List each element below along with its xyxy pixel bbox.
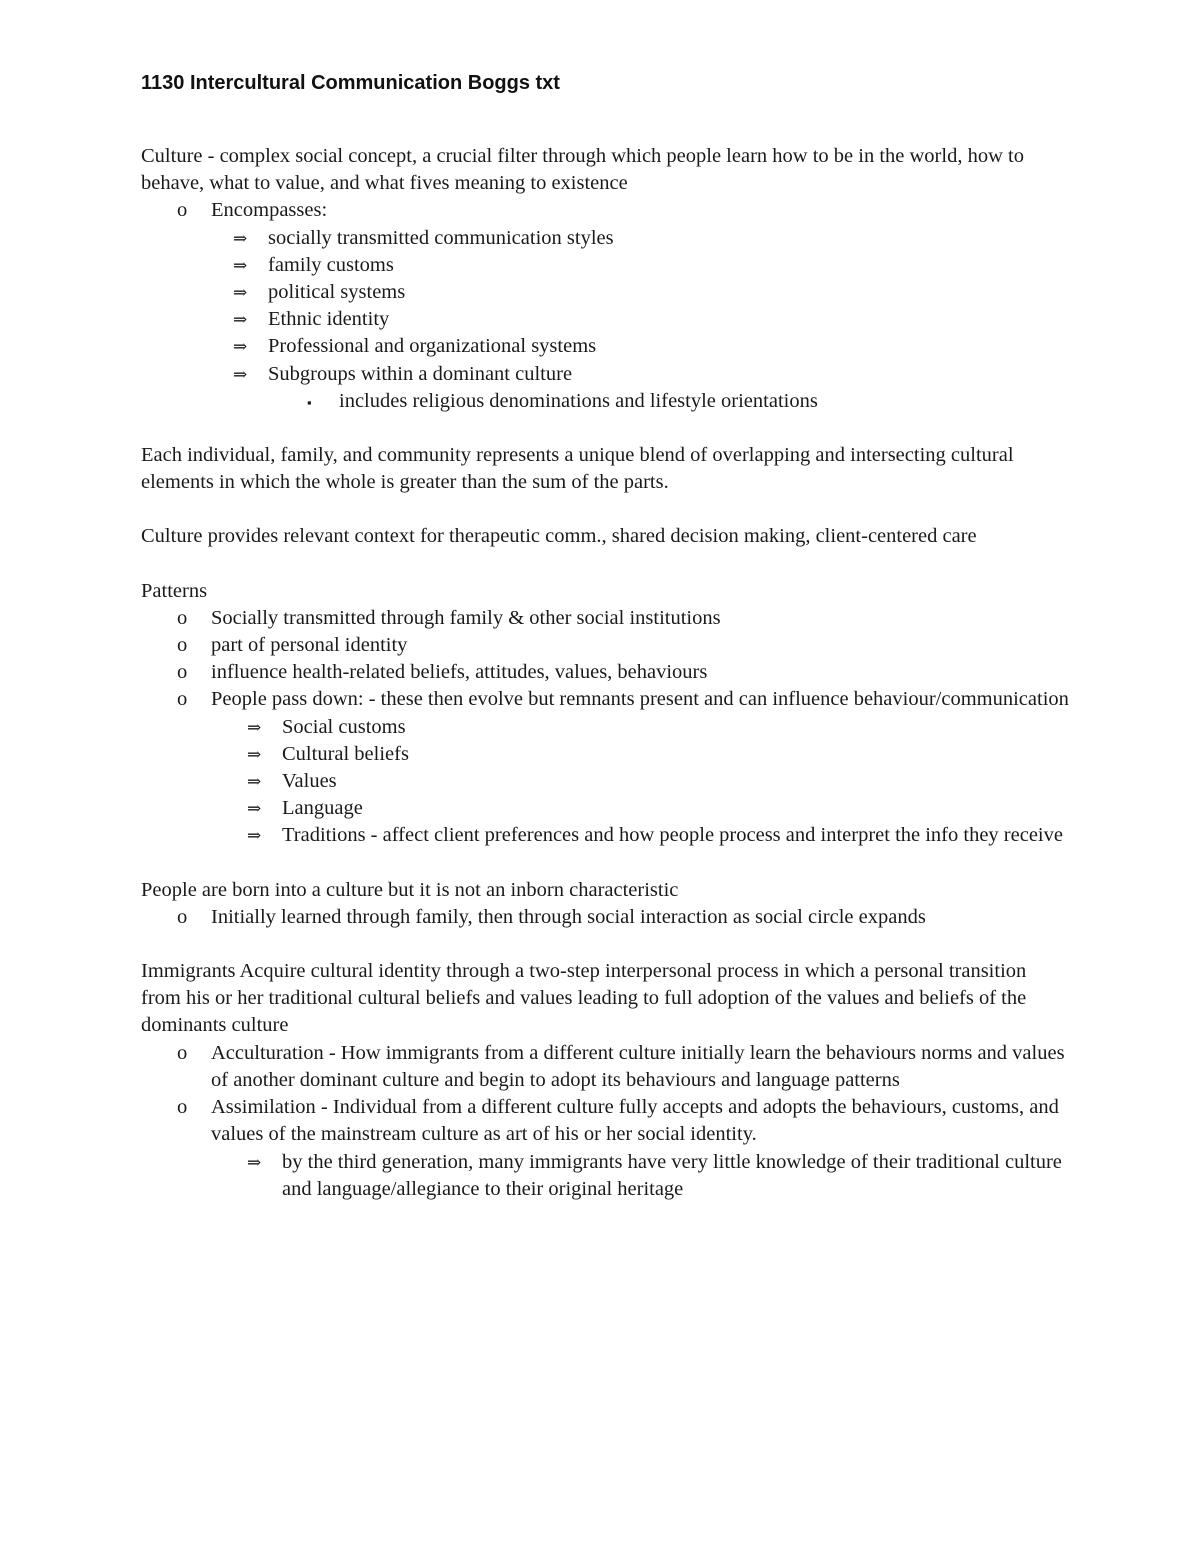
circle-bullet-icon: o [177,661,188,684]
arrow-bullet-icon: ⇒ [247,744,262,764]
list-item: o Encompasses: [141,197,1071,224]
arrow-bullet-icon: ⇒ [247,717,262,737]
culture-definition: Culture - complex social concept, a crucial filter through which people learn how to be in the world, how to behave, what to value, and what fives meaning to existence [141,145,1024,195]
list-item: ⇒ Subgroups within a dominant culture [141,361,1071,388]
patterns-heading: Patterns [141,579,208,602]
list-item: o Assimilation - Individual from a different culture fully accepts and adopts the behaviours, customs, and values of the mainstream culture as art of his or her social identity. [177,1096,1059,1146]
circle-bullet-icon: o [177,606,188,629]
arrow-bullet-icon: ⇒ [233,255,248,275]
list-item: o Initially learned through family, then through social interaction as social circle expands [141,904,1071,931]
list-item: ⇒ Cultural beliefs [141,741,1071,768]
document-title: 1130 Intercultural Communication Boggs txt [141,72,560,94]
list-item: ⇒ Professional and organizational systems [141,333,1071,360]
list-item: ⇒ Ethnic identity [141,306,1071,333]
list-item: ⇒ by the third generation, many immigrants have very little knowledge of their traditional culture and language/allegiance to their original heritage [247,1150,1062,1200]
list-item: o Acculturation - How immigrants from a different culture initially learn the behaviours norms and values of another dominant culture and begin to adopt its behaviours and language patterns [177,1041,1065,1091]
list-item: ⇒ family customs [141,252,1071,279]
circle-bullet-icon: o [177,688,188,711]
list-item: ⇒ socially transmitted communication styles [141,225,1071,252]
list-item: ⇒ political systems [141,279,1071,306]
list-item: ▪ includes religious denominations and lifestyle orientations [141,388,1071,415]
circle-bullet-icon: o [177,1096,188,1119]
arrow-bullet-icon: ⇒ [233,283,248,303]
blend-paragraph: Each individual, family, and community represents a unique blend of overlapping and intersecting cultural elements in which the whole is greater than the sum of the parts. [141,444,1014,494]
arrow-bullet-icon: ⇒ [247,826,262,846]
circle-bullet-icon: o [177,634,188,657]
born-paragraph: People are born into a culture but it is not an inborn characteristic [141,878,679,901]
arrow-bullet-icon: ⇒ [233,228,248,248]
list-item: ⇒ Language [141,795,1071,822]
arrow-bullet-icon: ⇒ [247,799,262,819]
list-item: ⇒ Social customs [141,714,1071,741]
list-item: o Socially transmitted through family & other social institutions [141,605,1071,632]
arrow-bullet-icon: ⇒ [233,337,248,357]
arrow-bullet-icon: ⇒ [233,364,248,384]
list-item: ⇒ Traditions - affect client preferences and how people process and interpret the info they receive [141,822,1071,849]
square-bullet-icon: ▪ [307,394,312,410]
list-item: o People pass down: - these then evolve but remnants present and can influence behaviour/communication [141,686,1071,713]
immigrants-paragraph: Immigrants Acquire cultural identity through a two-step interpersonal process in which a personal transition from his or her traditional cultural beliefs and values leading to full adoption of the values and beliefs of the dominants culture [141,960,1027,1037]
document-body [141,143,1071,1203]
list-item: ⇒ Values [141,768,1071,795]
context-paragraph: Culture provides relevant context for therapeutic comm., shared decision making, client-centered care [141,525,977,548]
circle-bullet-icon: o [177,199,188,222]
list-item: o part of personal identity [141,632,1071,659]
circle-bullet-icon: o [177,1041,188,1064]
arrow-bullet-icon: ⇒ [247,1152,262,1172]
circle-bullet-icon: o [177,905,188,928]
list-item: o influence health-related beliefs, attitudes, values, behaviours [141,659,1071,686]
arrow-bullet-icon: ⇒ [247,772,262,792]
arrow-bullet-icon: ⇒ [233,310,248,330]
